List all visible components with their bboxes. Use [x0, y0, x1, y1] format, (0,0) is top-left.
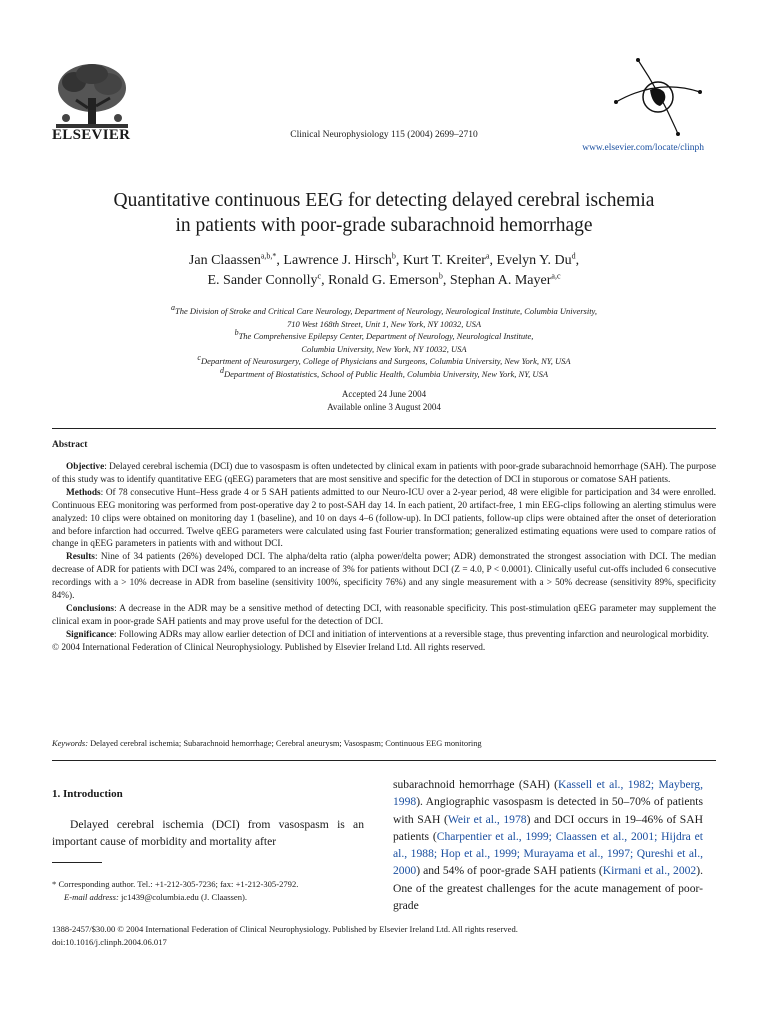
- author: Jan Claassen: [188, 253, 261, 268]
- keywords-text: Delayed cerebral ischemia; Subarachnoid hemorrhage; Cerebral aneurysm; Vasospasm; Continuous EEG monitoring: [87, 739, 482, 748]
- issn-line: 1388-2457/$30.00 © 2004 International Federation of Clinical Neurophysiology. Published by Elsevier Ireland Ltd. All rights reserved.: [52, 924, 518, 934]
- abstract-text: : Delayed cerebral ischemia (DCI) due to vasospasm is often undetected by clinical exam in patients with poor-grade subarachnoid hemorrhage (SAH). The purpose of this study was to identify quantitative EEG (qEEG) parameters that are most sensitive and specific for the detection of DCI in stuporous or comatose SAH patients.: [52, 462, 716, 485]
- affiliation-superscript: d: [219, 366, 224, 376]
- publisher-name: ELSEVIER: [52, 127, 131, 143]
- author-list: Jan Claassen$^{a,b,*}$, Lawrence J. Hirsch$^b$, Kurt T. Kreiter$^a$, Evelyn Y. Du$^d$, E. Sander Connolly$^c$, Ronald G. Emerson$^b$, Stephan A. Mayer$^{a,c}$: [188, 251, 580, 288]
- author-superscript: a,c: [551, 271, 561, 281]
- body-text: ). One of the greatest challenges for the acute management of poor-grade: [393, 864, 703, 913]
- keywords-label: Keywords:: [52, 739, 88, 748]
- author: Ronald G. Emerson: [328, 273, 439, 288]
- affiliation-line: Department of Neurosurgery, College of Physicians and Surgeons, Columbia University, New York, NY, USA: [200, 356, 571, 367]
- divider: [52, 428, 716, 429]
- intro-paragraph: Delayed cerebral ischemia (DCI) from vasospasm is an important cause of morbidity and mortality after: [52, 818, 364, 848]
- abstract-significance: [52, 629, 716, 642]
- abstract-text: : Following ADRs may allow earlier detection of DCI and initiation of interventions at a reversible stage, thus preventing infarction and neurological morbidity.: [114, 629, 709, 640]
- author: Evelyn Y. Du: [496, 253, 572, 268]
- citation-link[interactable]: Kirmani et al., 2002: [602, 864, 697, 878]
- affiliation-superscript: a: [171, 303, 175, 313]
- author-superscript: a,b,*: [260, 251, 277, 261]
- affiliation-line: Department of Biostatistics, School of Public Health, Columbia University, New York, NY, USA: [223, 368, 549, 379]
- abstract-body: [52, 461, 716, 655]
- corresponding-author: * Corresponding author. Tel.: +1-212-305-7236; fax: +1-212-305-2792.: [52, 879, 299, 889]
- section-label: Results: [66, 552, 95, 563]
- paper-title: [40, 188, 728, 238]
- section-label: Conclusions: [66, 603, 115, 614]
- affiliation-line: Columbia University, New York, NY 10032, USA: [301, 343, 467, 354]
- abstract-text: : A decrease in the ADR may be a sensitive method of detecting DCI, with reasonable specificity. This post-stimulation qEEG parameter may supplement the clinical exam in poor-grade SAH patients and may prove useful for the detection of DCI.: [52, 603, 716, 627]
- journal-citation: Clinical Neurophysiology 115 (2004) 2699–2710: [290, 130, 478, 140]
- author: E. Sander Connolly: [207, 273, 318, 288]
- author: Lawrence J. Hirsch: [283, 253, 392, 268]
- abstract-copyright: © 2004 International Federation of Clinical Neurophysiology. Published by Elsevier Ireland Ltd. All rights reserved.: [52, 642, 486, 653]
- email-address: jc1439@columbia.edu (J. Claassen).: [118, 891, 248, 902]
- body-text: subarachnoid hemorrhage (SAH) (: [393, 778, 558, 791]
- author: Stephan A. Mayer: [449, 273, 552, 288]
- divider: [52, 760, 716, 761]
- body-text: ) and DCI occurs in 19–46% of SAH patients (: [393, 812, 703, 843]
- author-superscript: c: [317, 271, 322, 281]
- affiliation-superscript: c: [197, 353, 201, 363]
- title-line-2: in patients with poor-grade subarachnoid hemorrhage: [175, 215, 593, 236]
- right-column: [393, 776, 703, 914]
- left-column: [52, 788, 364, 850]
- keywords: [52, 739, 716, 748]
- abstract-conclusions: [52, 603, 716, 629]
- publication-info: [52, 923, 716, 948]
- abstract-heading: Abstract: [52, 440, 88, 450]
- author-superscript: b: [391, 251, 396, 261]
- affiliations: [40, 305, 728, 381]
- section-label: Objective: [66, 462, 105, 472]
- body-text: ). Angiographic vasospasm is detected in 50–70% of patients with SAH (: [393, 795, 703, 826]
- online-date: Available online 3 August 2004: [327, 401, 441, 412]
- affiliation-line: The Comprehensive Epilepsy Center, Department of Neurology, Neurological Institute,: [238, 331, 534, 342]
- publication-dates: [40, 388, 728, 413]
- footnote-divider: [52, 862, 102, 863]
- citation-link[interactable]: Weir et al., 1978: [447, 812, 527, 826]
- elsevier-tree-logo: [52, 60, 132, 136]
- citation-link[interactable]: Charpentier et al., 1999; Claassen et al., 2001; Hijdra et al., 1988; Hop et al., 1999; Murayama et al., 1997; Qureshi et al., 2000: [393, 829, 703, 878]
- author: Kurt T. Kreiter: [402, 253, 486, 268]
- footnote: [52, 878, 364, 903]
- affiliation-superscript: b: [234, 328, 239, 338]
- abstract-results: [52, 551, 716, 603]
- abstract-methods: [52, 487, 716, 552]
- section-label: Significance: [66, 629, 115, 640]
- accepted-date: Accepted 24 June 2004: [341, 389, 427, 399]
- affiliation-line: 710 West 168th Street, Unit 1, New York, NY 10032, USA: [286, 318, 482, 329]
- abstract-text: : Of 78 consecutive Hunt–Hess grade 4 or 5 SAH patients admitted to our Neuro-ICU over a 2-year period, 48 were eligible for participation and 34 were enrolled. Continuous EEG monitoring was performed from post-operative day 2 to post-SAH day 14. In each patient, 20 artifact-free, 1 min EEG-clips following an alerting stimulus were analyzed: 10 clips were obtained on monitoring day 1 (baseline), and 10 on days 4–6 (follow-up). In DCI patients, follow-up clips were obtained after the onset of deterioration and before infarction had occurred. Twelve qEEG parameters were calculated using fast Fourier transformation; generalized estimating equations were used to compare ratios of change in qEEG parameters in patients with and without DCI.: [52, 487, 716, 550]
- title-line-1: Quantitative continuous EEG for detecting delayed cerebral ischemia: [113, 190, 655, 211]
- section-heading: 1. Introduction: [52, 788, 123, 800]
- abstract-objective: [52, 461, 716, 487]
- citation-link[interactable]: Kassell et al., 1982; Mayberg, 1998: [393, 778, 703, 809]
- section-label: Methods: [66, 487, 101, 498]
- journal-url-link[interactable]: www.elsevier.com/locate/clinph: [582, 143, 704, 153]
- author-superscript: a: [485, 251, 490, 261]
- author-superscript: b: [438, 271, 443, 281]
- globe-logo: [608, 56, 708, 138]
- abstract-text: : Nine of 34 patients (26%) developed DCI. The alpha/delta ratio (alpha power/delta power; ADR) demonstrated the strongest association with DCI. The median decrease of ADR for patients with DCI was 24%, compared to an increase of 3% for patients without DCI (Z = 4.0, P < 0.0001). Clinically useful cut-offs included 6 consecutive recordings with a > 10% decrease in ADR from baseline (sensitivity 100%, specificity 76%) and any single measurement with a > 50% decrease (sensitivity 89%, specificity 84%).: [52, 552, 716, 602]
- doi-line: doi:10.1016/j.clinph.2004.06.017: [52, 936, 167, 947]
- author-superscript: d: [571, 251, 576, 261]
- body-text: ) and 54% of poor-grade SAH patients (: [416, 864, 603, 878]
- affiliation-line: The Division of Stroke and Critical Care Neurology, Department of Neurology, Neurological Institute, Columbia University,: [175, 306, 597, 316]
- email-label: E-mail address:: [64, 891, 119, 902]
